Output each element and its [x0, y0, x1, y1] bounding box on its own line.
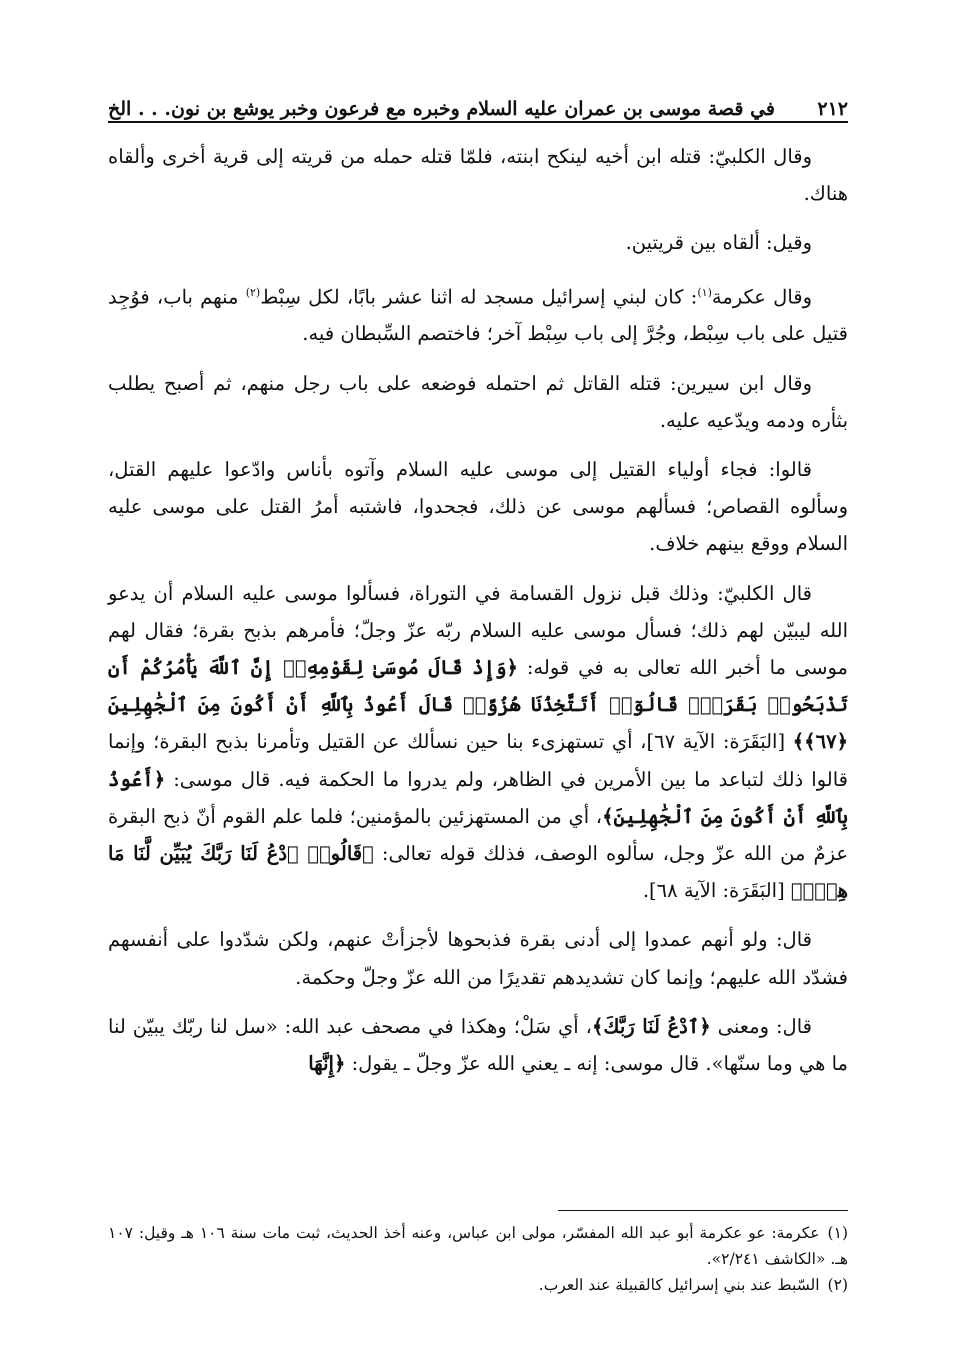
- quran-verse-1: ﴿وَإِذْ قَالَ مُوسَىٰ لِقَوْمِهِۦٓ إِنَّ ٱللَّهَ يَأْمُرُكُمْ أَن تَذْبَحُوا۟ بَقَرَةًۖ قَالُوٓا۟ أَتَتَّخِذُنَا هُزُوًاۖ قَالَ أَعُوذُ بِٱللَّهِ أَنْ أَكُونَ مِنَ ٱلْجَٰهِلِينَ ﴿٦٧﴾﴾: [108, 655, 848, 754]
- paragraph-8-text-b: ، أي سَلْ؛ وهكذا في مصحف عبد الله: «سل لنا ربّك يبيّن لنا ما هي وما سنّها». قال موسى: إنه ـ يعني الله عزّ وجلّ ـ يقول:: [108, 1014, 848, 1075]
- quran-verse-5: ﴿إِنَّهَا: [308, 1051, 346, 1075]
- paragraph-3-text-b: : كان لبني إسرائيل مسجد له اثنا عشر بابًا، لكل سِبْط: [260, 285, 698, 309]
- page-header: [108, 84, 848, 120]
- paragraph-3-text-c: منهم باب، فوُجِد قتيل على باب سِبْط، وجُرَّ إلى باب سِبْط آخر؛ فاختصم السِّبطان فيه.: [108, 285, 848, 346]
- footnote-1-number: (١): [827, 1224, 848, 1242]
- footnote-ref-2[interactable]: (٢): [245, 285, 261, 299]
- paragraph-6: [108, 575, 848, 910]
- footnote-rule: [558, 1210, 848, 1211]
- paragraph-1: وقال الكلبيّ: قتله ابن أخيه لينكح ابنته، فلمّا قتله حمله من قريته إلى قرية أخرى وألقاه هناك.: [108, 145, 848, 206]
- paragraph-6-text-b: [البَقَرَة: الآية ٦٧]، أي تستهزىء بنا حين نسألك عن القتيل وتأمرنا بذبح البقرة؛ وإنما قالوا ذلك لتباعد ما بين الأمرين في الظاهر، ولم يدروا ما الحكمة فيه. قال موسى:: [108, 730, 848, 791]
- paragraph-5: قالوا: فجاء أولياء القتيل إلى موسى عليه السلام وآتوه بأناس وادّعوا عليهم القتل، وسألوه القصاص؛ فسألهم موسى عن ذلك، فجحدوا، فاشتبه أمرُ القتل على موسى عليه السلام ووقع بينهم خلاف.: [108, 457, 848, 556]
- paragraph-4: وقال ابن سيرين: قتله القاتل ثم احتمله فوضعه على باب رجل منهم، ثم أصبح يطلب بثأره ودمه ويدّعيه عليه.: [108, 371, 848, 432]
- main-text: [108, 138, 848, 1090]
- paragraph-6-text-d: [البَقَرَة: الآية ٦٨].: [642, 879, 791, 903]
- paragraph-3-text-a: وقال عكرمة: [711, 285, 812, 309]
- header-rule: [108, 121, 848, 123]
- paragraph-8-text-a: قال: ومعنى: [710, 1014, 812, 1038]
- footnote-1-text: عكرمة: عو عكرمة أبو عبد الله المفسّر، مولى ابن عباس، وعنه أخذ الحديث، ثبت مات سنة ١٠٦ هـ وقيل: ١٠٧ هـ. «الكاشف ٢/٢٤١».: [108, 1224, 848, 1268]
- footnote-2: [108, 1272, 848, 1298]
- paragraph-6-text-a: قال الكلبيّ: وذلك قبل نزول القسامة في التوراة، فسألوا موسى عليه السلام أن يدعو الله ليبيّن لهم ذلك؛ فسأل موسى عليه السلام ربّه عزّ وجلّ؛ فأمرهم بذبح بقرة؛ فقال لهم موسى ما أخبر الله تعالى به في قوله:: [108, 581, 848, 679]
- paragraph-2: وقيل: ألقاه بين قريتين.: [625, 231, 812, 255]
- paragraph-3: [108, 274, 848, 353]
- page-number: ٢١٢: [817, 98, 848, 120]
- paragraph-8: [108, 1008, 848, 1082]
- quran-verse-4: ﴿ٱدْعُ لَنَا رَبَّكَ﴾: [591, 1014, 711, 1038]
- footnote-2-text: السّبط عند بني إسرائيل كالقبيلة عند العرب.: [538, 1276, 820, 1294]
- running-title: في قصة موسى بن عمران عليه السلام وخبره مع فرعون وخبر يوشع بن نون. . . الخ: [108, 98, 776, 120]
- paragraph-7: قال: ولو أنهم عمدوا إلى أدنى بقرة فذبحوها لأجزأتْ عنهم، ولكن شدّدوا على أنفسهم فشدّد الله عليهم؛ وإنما كان تشديدهم تقديرًا من الله عزّ وجلّ وحكمة.: [108, 928, 848, 989]
- footnote-1: [108, 1220, 848, 1272]
- quran-verse-3: ﴿قَالُوا۟ ٱدْعُ لَنَا رَبَّكَ يُبَيِّن لَّنَا مَا هِىَۚ﴾: [108, 841, 848, 903]
- paragraph-6-text-c: ، أي من المستهزئين بالمؤمنين؛ فلما علم القوم أنّ ذبح البقرة عزمٌ من الله عزّ وجل، سألوه الوصف، فذلك قوله تعالى:: [108, 804, 848, 865]
- footnotes: [108, 1220, 848, 1298]
- footnote-ref-1[interactable]: (١): [697, 285, 712, 299]
- quran-verse-2: ﴿أَعُوذُ بِٱللَّهِ أَنْ أَكُونَ مِنَ ٱلْجَٰهِلِينَ﴾: [108, 767, 848, 828]
- footnote-2-number: (٢): [827, 1276, 848, 1294]
